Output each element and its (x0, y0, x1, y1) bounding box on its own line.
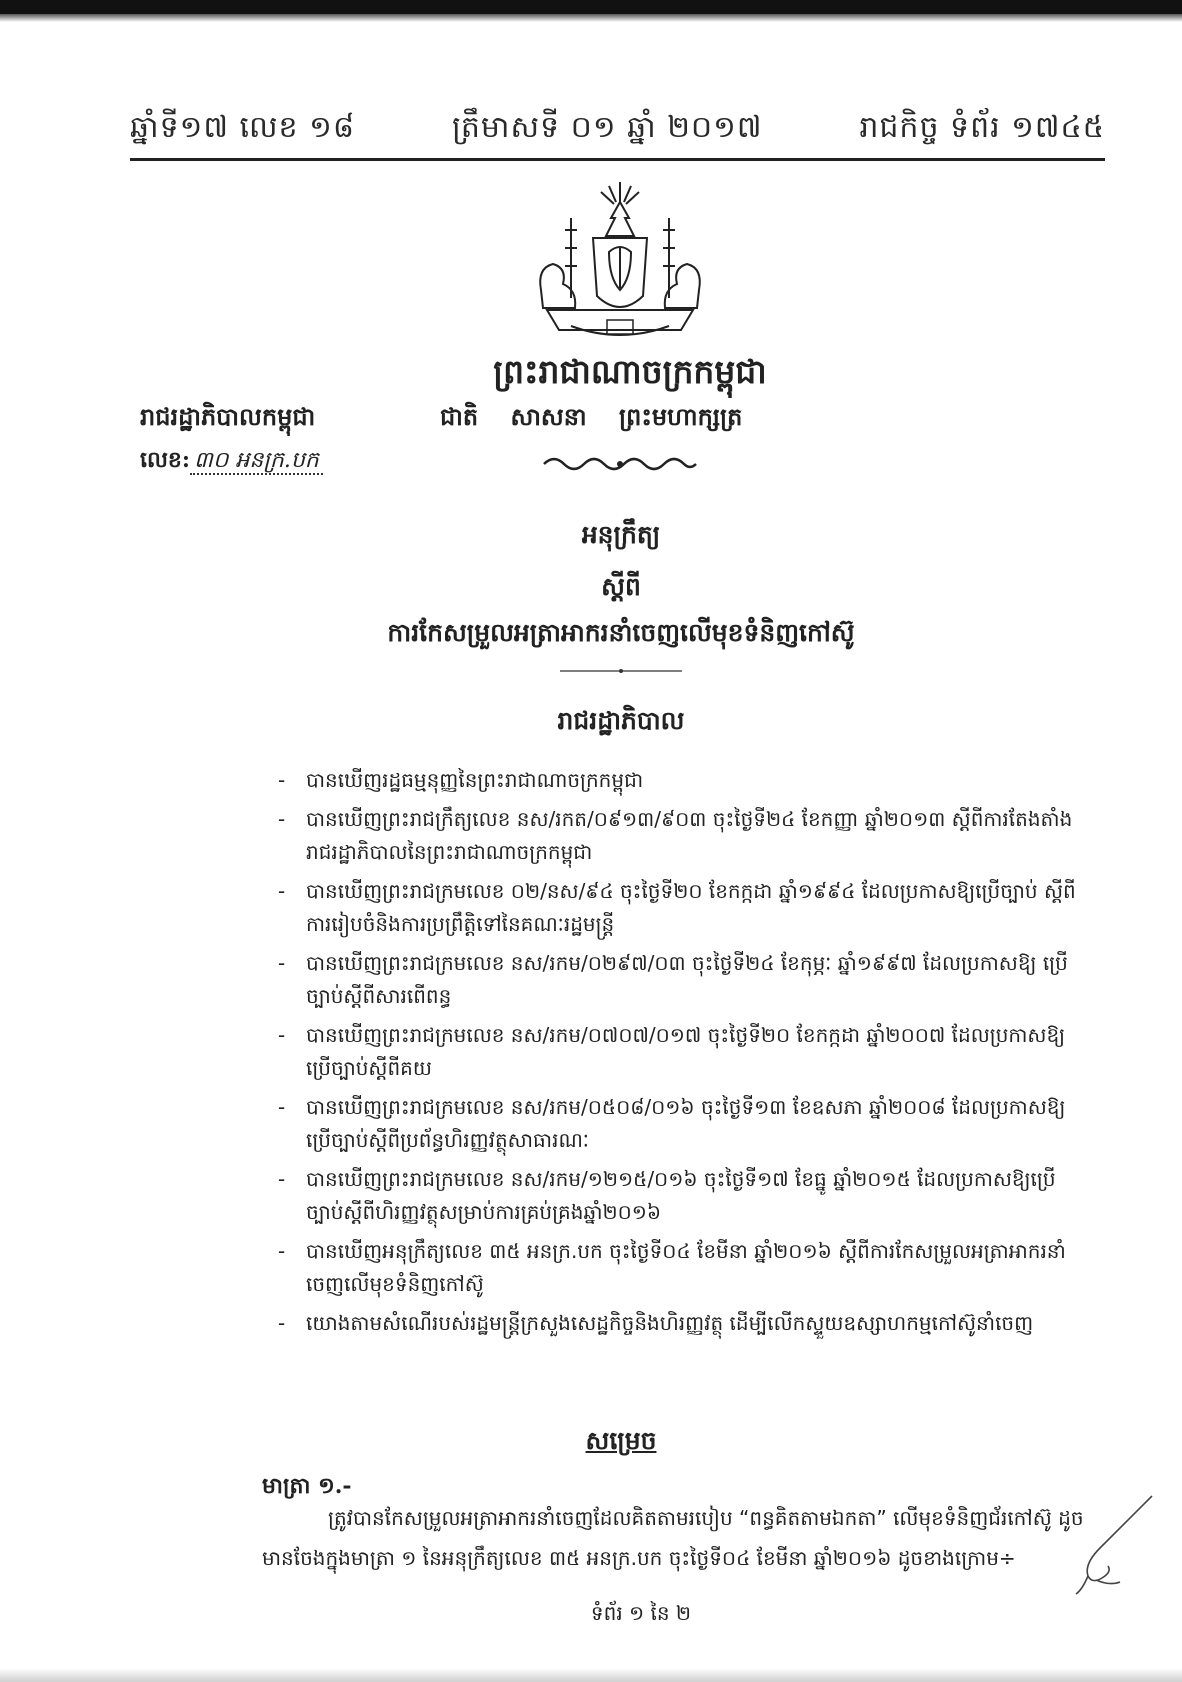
list-item: - បានឃើញរដ្ឋធម្មនុញ្ញនៃព្រះរាជាណាចក្រកម្ពុជា (278, 768, 644, 792)
scan-edge-shadow (0, 14, 1182, 22)
article-1-body: ត្រូវបានកែសម្រួលអត្រាអាករនាំចេញដែលគិតតាមរបៀប “ពន្ធគិតតាមឯកតា” លើមុខទំនិញជ័រកៅស៊ូ ដូចមានចែងក្នុងមាត្រា ១ នៃអនុក្រឹត្យលេខ ៣៥ អនក្រ.បក ចុះថ្ងៃទី០៤ ខែមីនា ឆ្នាំ២០១៦ ដូចខាងក្រោម÷ (262, 1506, 1084, 1570)
list-item: - បានឃើញព្រះរាជក្រឹត្យលេខ នស/រកត/០៩១៣/៩០៣ ចុះថ្ងៃទី២៤ ខែកញ្ញា ឆ្នាំ២០១៣ ស្តីពីការតែងតាំង រាជរដ្ឋាភិបាលនៃព្រះរាជាណាចក្រកម្ពុជា (278, 807, 1073, 864)
signature-initial (1040, 1490, 1160, 1600)
list-item: - បានឃើញព្រះរាជក្រមលេខ នស/រកម/០៥០៨/០១៦ ចុះថ្ងៃទី១៣ ខែឧសភា ឆ្នាំ២០០៨ ដែលប្រកាសឱ្យ ប្រើច្បាប់ស្តីពីប្រព័ន្ធហិរញ្ញវត្ថុសាធារណៈ (278, 1095, 1066, 1152)
list-item: - បានឃើញព្រះរាជក្រមលេខ ០២/នស/៩៤ ចុះថ្ងៃទី២០ ខែកក្កដា ឆ្នាំ១៩៩៤ ដែលប្រកាសឱ្យប្រើច្បាប់ ស្តីពីការរៀបចំនិងការប្រព្រឹត្តិទៅនៃគណៈរដ្ឋមន្ត្រី (278, 879, 1076, 936)
gazette-year-number: ឆ្នាំទី១៧ លេខ ១៨ (130, 110, 356, 145)
scan-edge-top (0, 0, 1182, 14)
list-item: - បានឃើញព្រះរាជក្រមលេខ នស/រកម/០២៩៧/០៣ ចុះថ្ងៃទី២៤ ខែកុម្ភៈ ឆ្នាំ១៩៩៧ ដែលប្រកាសឱ្យ ប្រើច្បាប់ស្តីពីសារពើពន្ធ (278, 951, 1068, 1008)
list-item: - បានឃើញព្រះរាជក្រមលេខ នស/រកម/១២១៥/០១៦ ចុះថ្ងៃទី១៧ ខែធ្នូ ឆ្នាំ២០១៥ ដែលប្រកាសឱ្យប្រើ ច្បាប់ស្តីពីហិរញ្ញវត្ថុសម្រាប់ការគ្រប់គ្រងឆ្នាំ២០១៦ (278, 1167, 1056, 1224)
right-elephant-lion-icon (665, 264, 700, 308)
article-1-heading: មាត្រា ១.- (262, 1473, 352, 1499)
gazette-header (130, 108, 1105, 152)
decree-type: អនុក្រឹត្យ (581, 520, 661, 549)
decision-heading: សម្រេច (585, 1426, 657, 1455)
left-lion-icon (540, 264, 575, 308)
decree-issuer: រាជរដ្ឋាភិបាល (557, 706, 685, 735)
ornament-divider-icon (540, 452, 700, 474)
reference-label: លេខ: (140, 447, 191, 473)
page-number: ទំព័រ ១ នៃ ២ (590, 1601, 692, 1625)
considerations-list (278, 764, 1096, 1346)
royal-coat-of-arms (531, 178, 709, 350)
scan-edge-bottom (0, 1668, 1182, 1682)
title-divider (560, 668, 682, 674)
government-name: រាជរដ្ឋាភិបាលកម្ពុជា (140, 402, 316, 431)
gazette-date: ត្រឹមាសទី ០១ ឆ្នាំ ២០១៧ (451, 110, 763, 145)
decree-concerning: ស្តីពី (601, 572, 641, 601)
reference-value: ៣០ អនក្រ.បក (190, 448, 323, 475)
gazette-page: រាជកិច្ច ទំព័រ ១៧៤៥ (859, 110, 1105, 145)
list-item: - បានឃើញអនុក្រឹត្យលេខ ៣៥ អនក្រ.បក ចុះថ្ងៃទី០៤ ខែមីនា ឆ្នាំ២០១៦ ស្តីពីការកែសម្រួលអត្រាអាករនាំ ចេញលើមុខទំនិញកៅស៊ូ (278, 1239, 1066, 1296)
list-item: - យោងតាមសំណើរបស់រដ្ឋមន្ត្រីក្រសួងសេដ្ឋកិច្ចនិងហិរញ្ញវត្ថុ ដើម្បីលើកស្ទួយឧស្សាហកម្មកៅស៊ូនាំចេញ (278, 1311, 1034, 1335)
kingdom-name: ព្រះរាជាណាចក្រកម្ពុជា (493, 352, 767, 391)
header-divider (130, 158, 1105, 161)
crown-icon (606, 202, 634, 236)
list-item: - បានឃើញព្រះរាជក្រមលេខ នស/រកម/០៧០៧/០១៧ ចុះថ្ងៃទី២០ ខែកក្កដា ឆ្នាំ២០០៧ ដែលប្រកាសឱ្យ ប្រើច្បាប់ស្តីពីគយ (278, 1023, 1066, 1080)
national-motto: ជាតិ សាសនា ព្រះមហាក្សត្រ (440, 402, 743, 431)
reference-number (140, 446, 470, 478)
decree-subject: ការកែសម្រួលអត្រាអាករនាំចេញលើមុខទំនិញកៅស៊ូ (387, 618, 855, 647)
